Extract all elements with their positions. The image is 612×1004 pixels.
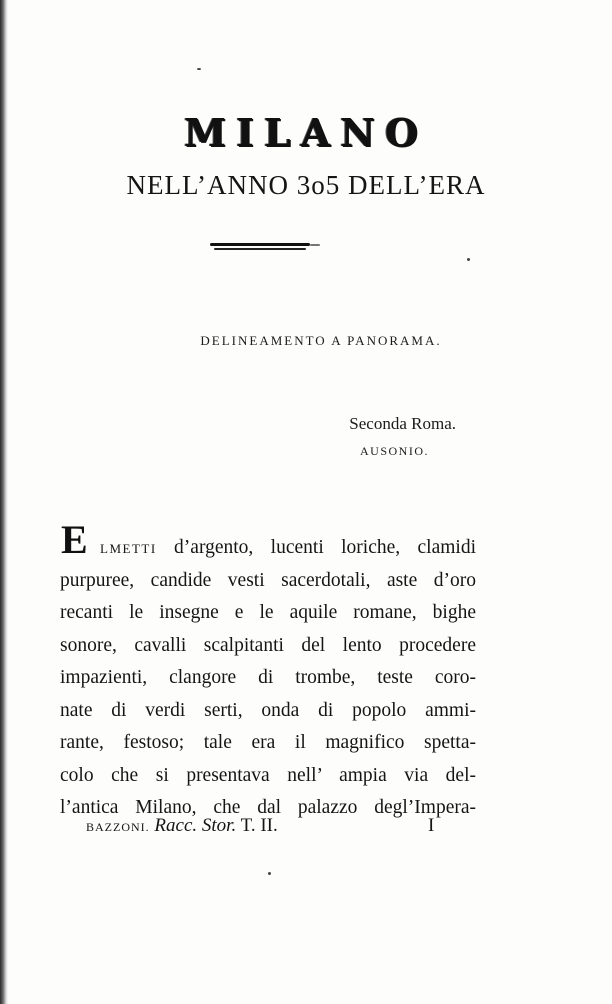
body-line: impazienti, clangore di trombe, teste coro- [60, 667, 476, 688]
signature-author: BAZZONI. [86, 820, 150, 834]
signature-series: Racc. Stor. [154, 815, 237, 836]
rule-tip [310, 244, 320, 246]
section-heading: DELINEAMENTO A PANORAMA. [200, 333, 442, 348]
body-line: nate di verdi serti, onda di popolo ammi- [60, 699, 476, 721]
rule-line-top [210, 243, 310, 246]
body-line: colo che si presentava nell’ ampia via del- [60, 764, 476, 786]
body-line: recanti le insegne e le aquile romane, bighe [60, 602, 476, 623]
body-line-text: d’argento, lucenti loriche, clamidi [174, 537, 477, 558]
rule-line-bottom [214, 248, 306, 250]
body-line: l’antica Milano, che dal palazzo degl’Impera- [60, 797, 476, 818]
body-line [60, 532, 476, 565]
body-line: purpuree, candide vesti sacerdotali, aste d’oro [60, 569, 476, 591]
page-number: I [428, 815, 435, 836]
signature-mark [86, 815, 278, 837]
print-speck [467, 258, 470, 261]
epigraph-text: Seconda Roma. [349, 414, 456, 433]
first-word: LMETTI [100, 541, 157, 556]
decorative-rule [210, 243, 320, 253]
body-line: rante, festoso; tale era il magnifico spetta- [60, 732, 476, 753]
page-subtitle: NELL’ANNO 3o5 DELL’ERA [126, 170, 486, 200]
print-speck [268, 872, 271, 875]
signature-volume: T. II. [240, 815, 278, 836]
print-speck [197, 68, 201, 70]
body-line: sonore, cavalli scalpitanti del lento procedere [60, 634, 476, 656]
epigraph-author: AUSONIO. [360, 444, 429, 458]
page-title: MILANO [184, 110, 428, 155]
body-paragraph [60, 532, 476, 825]
drop-cap: E [61, 517, 88, 562]
